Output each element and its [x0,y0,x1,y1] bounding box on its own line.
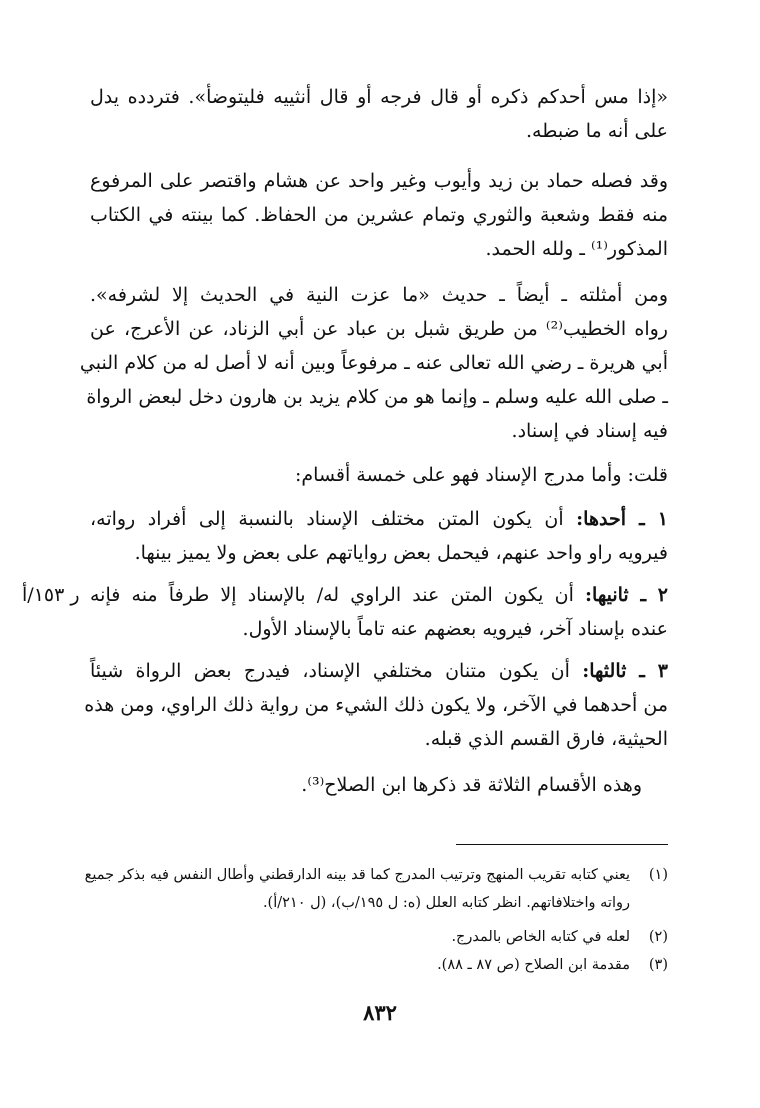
list-item-second [90,578,668,612]
item-text: أن يكون المتن عند الراوي له/ بالإسناد إلا طرفاً منه فإنه [90,584,586,606]
footnote [90,924,668,950]
list-item-first [90,502,668,536]
body-line: على أنه ما ضبطه. [526,120,668,142]
footnote-text: يعني كتابه تقريب المنهج وترتيب المدرج كما قد بينه الدارقطني وأطال النفس فيه بذكر جميع [84,867,630,883]
closing-line: وهذه الأقسام الثلاثة قد ذكرها ابن الصلاح⁽³⁾. [301,774,642,796]
item-prefix: ٣ ـ ثالثها: [582,660,668,682]
margin-folio-note: ر ١٥٣/أ [22,584,80,606]
body-line: ـ صلى الله عليه وسلم ـ وإنما هو من كلام يزيد بن هارون دخل لبعض الرواة [86,386,668,408]
item-text: أن يكون متنان مختلفي الإسناد، فيدرج بعض الرواة شيئاً [90,660,583,682]
footnote-separator [456,844,668,845]
item-text: أن يكون المتن مختلف الإسناد بالنسبة إلى أفراد رواته، [90,508,577,530]
page-number: ٨٣٢ [363,1000,397,1025]
body-line: رواه الخطيب⁽²⁾ من طريق شبل بن عباد عن أبي الزناد، عن الأعرج، عن [90,318,668,340]
item-prefix: ١ ـ أحدها: [576,508,668,530]
footnote-number: (٣) [648,957,668,973]
body-line: «إذا مس أحدكم ذكره أو قال فرجه أو قال أنثييه فليتوضأ». فتردده يدل [90,86,668,108]
footnote-continuation: رواته واختلافاتهم. انظر كتابه العلل (ه: ل ١٩٥/ب)، (ل ٢١٠/أ). [262,895,630,911]
body-line: أبي هريرة ـ رضي الله تعالى عنه ـ مرفوعاً وبين أنه لا أصل له من كلام النبي [79,352,668,374]
body-line: من أحدهما في الآخر، ولا يكون ذلك الشيء من رواية ذلك الراوي، ومن هذه [84,694,668,716]
footnote [84,862,668,888]
footnote-text: لعله في كتابه الخاص بالمدرج. [451,929,630,945]
item-prefix: ٢ ـ ثانيها: [585,584,668,606]
footnote [90,952,668,978]
body-line: منه فقط وشعبة والثوري وتمام عشرين من الحفاظ. كما بينته في الكتاب [90,204,668,226]
list-item-third [90,654,668,688]
body-line: وقد فصله حماد بن زيد وأيوب وغير واحد عن هشام واقتصر على المرفوع [90,170,668,192]
body-line: ومن أمثلته ـ أيضاً ـ حديث «ما عزت النية في الحديث إلا لشرفه». [90,284,668,306]
body-line: قلت: وأما مدرج الإسناد فهو على خمسة أقسام: [295,464,668,486]
footnote-number: (٢) [648,929,668,945]
footnote-number: (١) [648,867,668,883]
body-line: عنده بإسناد آخر، فيرويه بعضهم عنه تاماً بالإسناد الأول. [242,618,668,640]
body-line: الحيثية، فارق القسم الذي قبله. [424,728,668,750]
body-line: فيرويه راو واحد عنهم، فيحمل بعض رواياتهم على بعض ولا يميز بينها. [134,542,668,564]
body-line: المذكور⁽¹⁾ ـ ولله الحمد. [485,238,668,260]
footnote-text: مقدمة ابن الصلاح (ص ٨٧ ـ ٨٨). [437,957,630,973]
body-line: فيه إسناد في إسناد. [511,420,668,442]
